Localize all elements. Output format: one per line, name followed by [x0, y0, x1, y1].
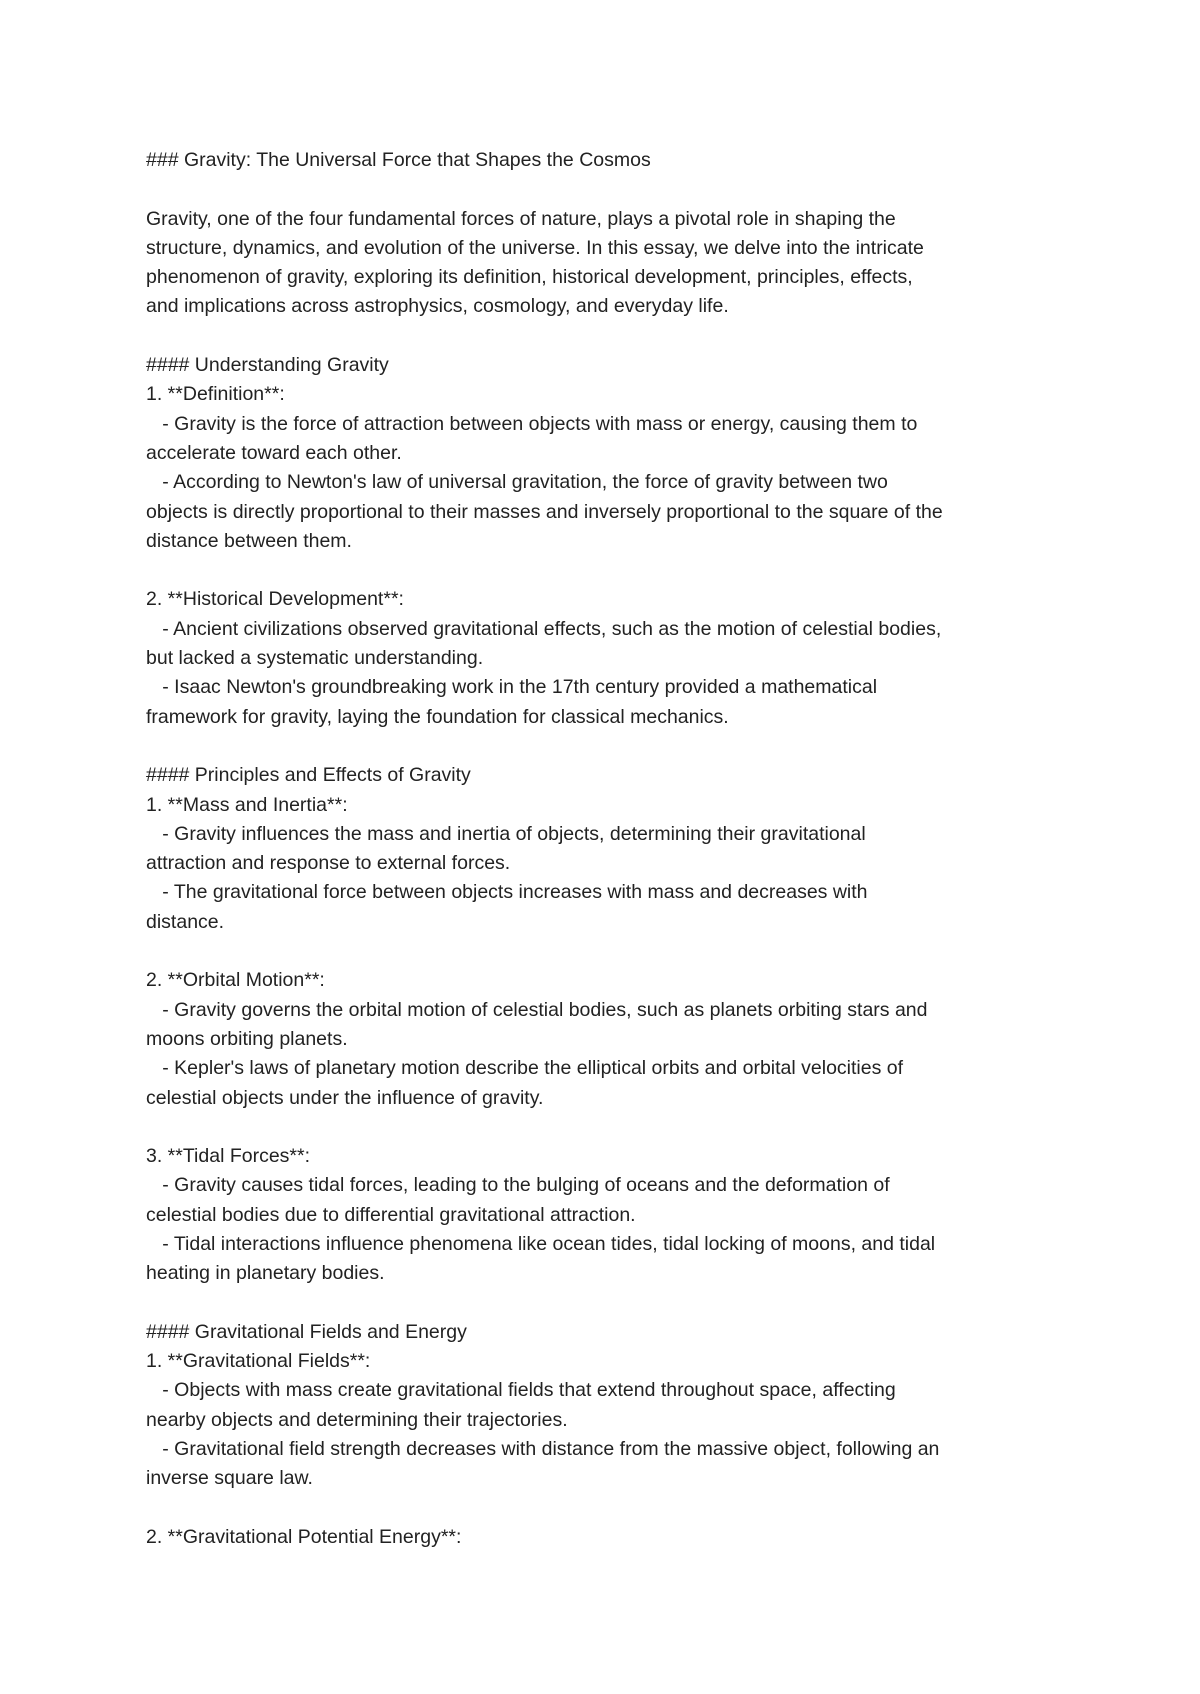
body-text-line: attraction and response to external forces.: [146, 852, 511, 875]
body-text-line: objects is directly proportional to their masses and inversely proportional to the square of the: [146, 500, 943, 523]
body-text-line: accelerate toward each other.: [146, 441, 402, 464]
bullet-line: - Isaac Newton's groundbreaking work in the 17th century provided a mathematical: [146, 676, 878, 699]
blank-line: [146, 322, 1076, 351]
section-heading: #### Gravitational Fields and Energy: [146, 1320, 467, 1343]
blank-line: [146, 1494, 1076, 1523]
body-text-line: framework for gravity, laying the foundation for classical mechanics.: [146, 705, 729, 728]
body-text-line: Gravity, one of the four fundamental forces of nature, plays a pivotal role in shaping the: [146, 207, 896, 230]
bullet-line: - Objects with mass create gravitational fields that extend throughout space, affecting: [146, 1379, 896, 1402]
bullet-line: - Gravitational field strength decreases with distance from the massive object, following an: [146, 1438, 940, 1461]
blank-line: [146, 556, 1076, 585]
bullet-line: - Gravity is the force of attraction between objects with mass or energy, causing them to: [146, 412, 918, 435]
blank-line: [146, 732, 1076, 761]
body-text-line: phenomenon of gravity, exploring its definition, historical development, principles, effects,: [146, 266, 913, 289]
body-text-line: structure, dynamics, and evolution of the universe. In this essay, we delve into the intricate: [146, 236, 924, 259]
numbered-item-heading: 3. **Tidal Forces**:: [146, 1145, 311, 1168]
blank-line: [146, 175, 1076, 204]
numbered-item-heading: 2. **Historical Development**:: [146, 588, 404, 611]
body-text-line: moons orbiting planets.: [146, 1027, 348, 1050]
bullet-line: - Tidal interactions influence phenomena like ocean tides, tidal locking of moons, and tidal: [146, 1232, 936, 1255]
bullet-line: - Gravity causes tidal forces, leading to the bulging of oceans and the deformation of: [146, 1174, 890, 1197]
bullet-line: - According to Newton's law of universal gravitation, the force of gravity between two: [146, 471, 888, 494]
bullet-line: - Gravity governs the orbital motion of celestial bodies, such as planets orbiting stars and: [146, 998, 928, 1021]
blank-line: [146, 937, 1076, 966]
body-text-line: distance between them.: [146, 529, 352, 552]
body-text-line: inverse square law.: [146, 1467, 313, 1490]
blank-line: [146, 1289, 1076, 1318]
document-title: ### Gravity: The Universal Force that Shapes the Cosmos: [146, 149, 651, 171]
body-text-line: but lacked a systematic understanding.: [146, 647, 484, 670]
bullet-line: - The gravitational force between objects increases with mass and decreases with: [146, 881, 868, 904]
bullet-line: - Ancient civilizations observed gravitational effects, such as the motion of celestial bodies,: [146, 617, 942, 640]
numbered-item-heading: 1. **Definition**:: [146, 383, 285, 406]
body-text-line: distance.: [146, 910, 225, 933]
numbered-item-heading: 1. **Mass and Inertia**:: [146, 793, 348, 816]
section-heading: #### Principles and Effects of Gravity: [146, 764, 471, 787]
bullet-line: - Kepler's laws of planetary motion describe the elliptical orbits and orbital velocities of: [146, 1057, 904, 1080]
bullet-line: - Gravity influences the mass and inertia of objects, determining their gravitational: [146, 822, 866, 845]
document-body: [146, 146, 1076, 1552]
numbered-item-heading: 1. **Gravitational Fields**:: [146, 1350, 371, 1373]
body-text-line: and implications across astrophysics, cosmology, and everyday life.: [146, 295, 729, 318]
body-text-line: heating in planetary bodies.: [146, 1262, 385, 1285]
blank-line: [146, 1113, 1076, 1142]
body-text-line: celestial bodies due to differential gravitational attraction.: [146, 1203, 636, 1226]
numbered-item-heading: 2. **Orbital Motion**:: [146, 969, 325, 992]
body-text-line: celestial objects under the influence of gravity.: [146, 1086, 544, 1109]
numbered-item-heading: 2. **Gravitational Potential Energy**:: [146, 1525, 462, 1548]
body-text-line: nearby objects and determining their trajectories.: [146, 1408, 568, 1431]
section-heading: #### Understanding Gravity: [146, 354, 389, 377]
